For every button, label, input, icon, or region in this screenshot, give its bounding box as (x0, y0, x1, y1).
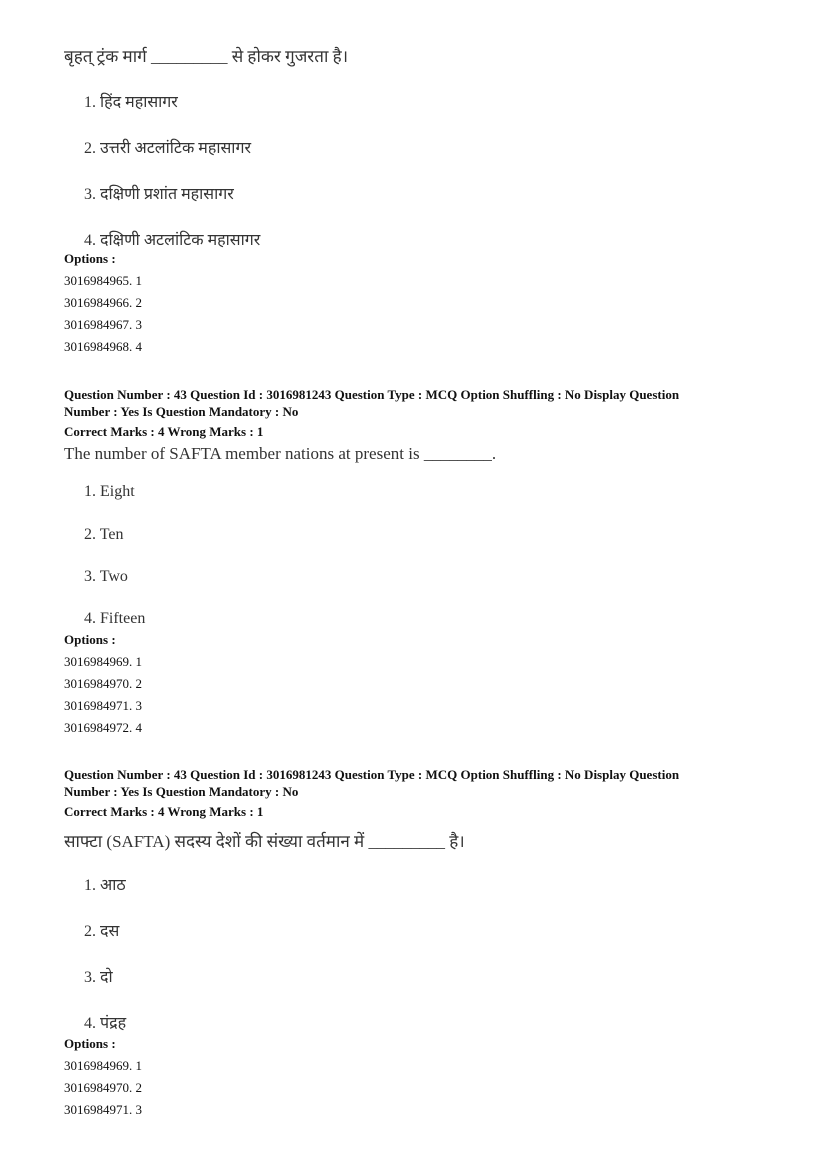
choice-4: 4. पंद्रह (84, 1015, 127, 1032)
choice-4: 4. दक्षिणी अटलांटिक महासागर (84, 232, 261, 249)
option-id: 3016984971. 3 (64, 1102, 142, 1117)
options-label: Options : (64, 251, 116, 266)
choice-2: 2. Ten (84, 526, 124, 543)
option-id: 3016984967. 3 (64, 317, 142, 332)
question-header-cont: Number : Yes Is Question Mandatory : No (64, 404, 299, 419)
option-id: 3016984972. 4 (64, 720, 142, 735)
choice-3: 3. दो (84, 969, 113, 986)
choice-1: 1. आठ (84, 877, 126, 894)
question-header-cont: Number : Yes Is Question Mandatory : No (64, 784, 299, 799)
choice-2: 2. दस (84, 923, 120, 940)
options-label: Options : (64, 1036, 116, 1051)
question-text: बृहत् ट्रंक मार्ग _________ से होकर गुजरता है। (64, 47, 349, 66)
question-header: Question Number : 43 Question Id : 3016981243 Question Type : MCQ Option Shuffling : No Display Question (64, 767, 680, 782)
option-id: 3016984966. 2 (64, 295, 142, 310)
choice-1: 1. हिंद महासागर (84, 94, 178, 111)
choice-2: 2. उत्तरी अटलांटिक महासागर (84, 140, 252, 157)
question-header: Question Number : 43 Question Id : 3016981243 Question Type : MCQ Option Shuffling : No Display Question (64, 387, 680, 402)
option-id: 3016984965. 1 (64, 273, 142, 288)
option-id: 3016984969. 1 (64, 1058, 142, 1073)
choice-3: 3. Two (84, 568, 128, 585)
option-id: 3016984970. 2 (64, 676, 142, 691)
question-text: The number of SAFTA member nations at present is ________. (64, 444, 497, 463)
question-text: साफ्टा (SAFTA) सदस्य देशों की संख्या वर्तमान में _________ है। (64, 832, 465, 851)
option-id: 3016984969. 1 (64, 654, 142, 669)
marks-line: Correct Marks : 4 Wrong Marks : 1 (64, 424, 264, 439)
option-id: 3016984971. 3 (64, 698, 142, 713)
choice-4: 4. Fifteen (84, 610, 146, 627)
marks-line: Correct Marks : 4 Wrong Marks : 1 (64, 804, 264, 819)
option-id: 3016984968. 4 (64, 339, 142, 354)
option-id: 3016984970. 2 (64, 1080, 142, 1095)
options-label: Options : (64, 632, 116, 647)
choice-3: 3. दक्षिणी प्रशांत महासागर (84, 186, 234, 203)
choice-1: 1. Eight (84, 483, 135, 500)
